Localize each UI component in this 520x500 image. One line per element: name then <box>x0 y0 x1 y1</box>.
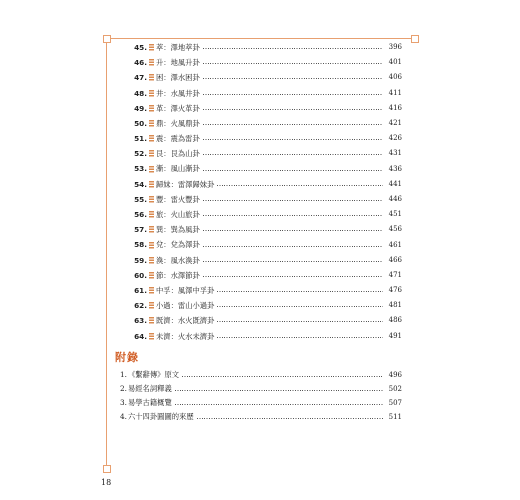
dot-leader <box>217 185 383 186</box>
toc-title: 萃：澤地萃卦 <box>156 42 200 52</box>
appendix-list <box>120 368 402 424</box>
toc-row[interactable] <box>130 222 402 237</box>
toc-page: 471 <box>388 270 402 279</box>
toc-number: 51. <box>134 134 147 144</box>
toc-number: 57. <box>134 225 147 235</box>
dot-leader <box>217 321 383 322</box>
toc-number: 62. <box>134 301 147 311</box>
toc-page: 431 <box>388 149 402 158</box>
frame-corner-top-right <box>411 35 419 43</box>
toc-title: 井：水風井卦 <box>156 88 200 98</box>
toc-page: 436 <box>388 164 402 173</box>
toc-title: 歸妹：雷澤歸妹卦 <box>156 179 215 189</box>
dot-leader <box>203 154 383 155</box>
toc-row[interactable] <box>130 192 402 207</box>
toc-number: 47. <box>134 73 147 83</box>
toc-title: 鼎：火風鼎卦 <box>156 118 200 128</box>
toc-row[interactable] <box>120 382 402 396</box>
toc-number: 53. <box>134 164 147 174</box>
toc-title: 既濟：水火既濟卦 <box>156 316 215 326</box>
toc-number: 52. <box>134 149 147 159</box>
toc-row[interactable] <box>130 101 402 116</box>
hexagram-icon <box>149 44 154 51</box>
hexagram-icon <box>149 105 154 112</box>
toc-title: 渙：風水渙卦 <box>156 255 200 265</box>
toc-title: 節：水澤節卦 <box>156 270 200 280</box>
toc-row[interactable] <box>130 70 402 85</box>
toc-title: 困：澤水困卦 <box>156 73 200 83</box>
toc-page: 446 <box>388 194 402 203</box>
toc-number: 3. <box>120 398 127 408</box>
toc-row[interactable] <box>130 207 402 222</box>
toc-page: 507 <box>388 398 402 407</box>
hexagram-icon <box>149 166 154 173</box>
dot-leader <box>182 376 383 377</box>
dot-leader <box>203 78 383 79</box>
toc-title: 巽：巽為風卦 <box>156 225 200 235</box>
hexagram-icon <box>149 242 154 249</box>
toc-number: 50. <box>134 118 147 128</box>
toc-number: 2. <box>120 384 127 394</box>
toc-row[interactable] <box>130 40 402 55</box>
toc-title: 旅：火山旅卦 <box>156 210 200 219</box>
hexagram-icon <box>149 150 154 157</box>
dot-leader <box>175 404 383 405</box>
dot-leader <box>203 261 383 262</box>
toc-title: 豐：雷火豐卦 <box>156 194 200 204</box>
toc-row[interactable] <box>120 396 402 410</box>
toc-page: 406 <box>388 73 402 82</box>
toc-number: 63. <box>134 316 147 326</box>
dot-leader <box>203 230 383 231</box>
toc-row[interactable] <box>130 146 402 161</box>
toc-row[interactable] <box>130 131 402 146</box>
toc-page: 481 <box>388 301 402 310</box>
toc-page: 416 <box>388 103 402 112</box>
dot-leader <box>203 246 383 247</box>
toc-number: 64. <box>134 331 147 341</box>
dot-leader <box>203 276 383 277</box>
toc-title: 震：震為雷卦 <box>156 134 200 144</box>
toc-title: 易經名詞釋義 <box>127 384 172 394</box>
toc-page: 491 <box>388 331 402 340</box>
toc-page: 401 <box>388 58 402 67</box>
toc-title: 易學古籍概覽 <box>127 398 172 408</box>
toc-number: 61. <box>134 285 147 295</box>
dot-leader <box>217 306 383 307</box>
toc-title: 艮：艮為山卦 <box>156 149 200 159</box>
toc-page: 451 <box>388 210 402 219</box>
hexagram-icon <box>149 302 154 309</box>
toc-row[interactable] <box>130 116 402 131</box>
toc-number: 59. <box>134 255 147 265</box>
toc-row[interactable] <box>130 268 402 283</box>
toc-title: 《繫辭傳》原文 <box>127 370 180 380</box>
toc-number: 4. <box>120 412 127 422</box>
hexagram-icon <box>149 287 154 294</box>
toc-number: 46. <box>134 58 147 68</box>
toc-row[interactable] <box>130 329 402 344</box>
toc-page: 496 <box>388 370 402 379</box>
dot-leader <box>203 48 383 49</box>
toc-page: 486 <box>388 316 402 325</box>
hexagram-icon <box>149 333 154 340</box>
toc-row[interactable] <box>130 86 402 101</box>
toc-title: 中孚：風澤中孚卦 <box>156 285 215 295</box>
toc-row[interactable] <box>130 162 402 177</box>
toc-page: 396 <box>388 43 402 52</box>
toc-page: 421 <box>388 119 402 128</box>
toc-number: 56. <box>134 210 147 219</box>
toc-number: 48. <box>134 88 147 98</box>
toc-row[interactable] <box>120 368 402 382</box>
toc-row[interactable] <box>130 177 402 192</box>
toc-page: 466 <box>388 255 402 264</box>
hexagram-icon <box>149 74 154 81</box>
hexagram-icon <box>149 90 154 97</box>
toc-page: 411 <box>388 88 402 97</box>
toc-number: 45. <box>134 42 147 52</box>
dot-leader <box>217 337 383 338</box>
toc-row[interactable] <box>130 237 402 252</box>
toc-row[interactable] <box>130 283 402 298</box>
hexagram-icon <box>149 59 154 66</box>
toc-page: 502 <box>388 384 402 393</box>
toc-title: 升：地風升卦 <box>156 58 200 68</box>
dot-leader <box>203 170 383 171</box>
toc-title: 兌：兌為澤卦 <box>156 240 200 250</box>
hexagram-icon <box>149 120 154 127</box>
toc-number: 1. <box>120 370 127 380</box>
frame-corner-top-left <box>103 35 111 43</box>
hexagram-icon <box>149 272 154 279</box>
toc-row[interactable] <box>130 313 402 328</box>
toc-title: 漸：風山漸卦 <box>156 164 200 174</box>
toc-number: 49. <box>134 103 147 113</box>
toc-title: 革：澤火革卦 <box>156 103 200 113</box>
dot-leader <box>203 63 383 64</box>
toc-row[interactable] <box>130 55 402 70</box>
dot-leader <box>197 418 383 419</box>
toc-title: 六十四卦圓圖的來歷 <box>127 412 194 422</box>
dot-leader <box>203 124 383 125</box>
frame-corner-bottom-left <box>103 465 111 473</box>
toc-number: 58. <box>134 240 147 250</box>
frame-top-line <box>106 38 414 39</box>
toc-number: 55. <box>134 194 147 204</box>
dot-leader <box>203 139 383 140</box>
frame-left-line <box>106 38 107 468</box>
toc-row[interactable] <box>130 298 402 313</box>
toc-row[interactable] <box>130 253 402 268</box>
dot-leader <box>203 109 383 110</box>
hexagram-icon <box>149 211 154 218</box>
toc-page: 426 <box>388 134 402 143</box>
hexagram-icon <box>149 181 154 188</box>
toc-page: 511 <box>388 412 402 421</box>
appendix-heading: 附錄 <box>115 351 139 364</box>
toc-row[interactable] <box>120 410 402 424</box>
toc-page: 461 <box>388 240 402 249</box>
hexagram-icon <box>149 226 154 233</box>
dot-leader <box>175 390 383 391</box>
toc-page: 456 <box>388 225 402 234</box>
hexagram-icon <box>149 317 154 324</box>
toc-number: 60. <box>134 270 147 280</box>
hexagram-icon <box>149 196 154 203</box>
hexagram-icon <box>149 257 154 264</box>
toc-title: 小過：雷山小過卦 <box>156 301 215 311</box>
page-number: 18 <box>101 478 112 487</box>
dot-leader <box>203 200 383 201</box>
toc-entries <box>130 40 402 344</box>
toc-page: 441 <box>388 179 402 188</box>
toc-number: 54. <box>134 179 147 189</box>
dot-leader <box>217 291 383 292</box>
dot-leader <box>203 215 383 216</box>
toc-title: 未濟：火水未濟卦 <box>156 331 215 341</box>
hexagram-icon <box>149 135 154 142</box>
dot-leader <box>203 94 383 95</box>
toc-page: 476 <box>388 286 402 295</box>
